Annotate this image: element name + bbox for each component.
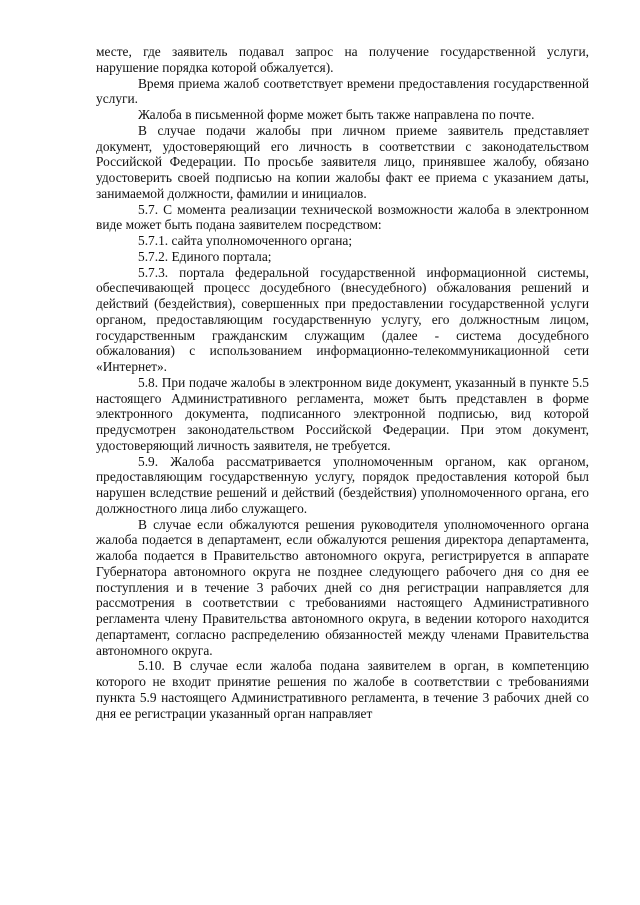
paragraph-5-10: 5.10. В случае если жалоба подана заявителем в орган, в компетенцию которого не входит принятие решения по жалобе в соответствии с требованиями пункта 5.9 настоящего Административного регламента, в течение 3 рабочих дней со дня ее регистрации указанный орган направляет xyxy=(96,658,589,721)
paragraph-5-7: 5.7. С момента реализации технической возможности жалоба в электронном виде может быть подана заявителем посредством: xyxy=(96,201,589,233)
paragraph-5-7-1: 5.7.1. сайта уполномоченного органа; xyxy=(138,233,353,248)
paragraph-5-9: 5.9. Жалоба рассматривается уполномоченным органом, как органом, предоставляющим государственную услугу, порядок предоставления которой был нарушен вследствие решений и действий (бездействия) уполномоченного органа, его должностного лица либо служащего. xyxy=(96,453,589,516)
paragraph-5-7-3: 5.7.3. портала федеральной государственной информационной системы, обеспечивающей процесс досудебного (внесудебного) обжалования решений и действий (бездействия), совершенных при предоставлении государственной услуги органом, предоставляющим государственную услугу, его должностным лицом, государственным гражданским служащим (далее - система досудебного обжалования) с использованием информационно-телекоммуникационной сети «Интернет». xyxy=(96,264,589,374)
paragraph-5-9-appeal: В случае если обжалуются решения руководителя уполномоченного органа жалоба подается в департамент, если обжалуются решения директора департамента, жалоба подается в Правительство автономного округа, регистрируется в аппарате Губернатора автономного округа не позднее следующего рабочего дня со дня ее поступления и в течение 3 рабочих дней со дня регистрации направляется для рассмотрения в соответствии с требованиями настоящего Административного регламента члену Правительства автономного округа, в ведении которого находится департамент, согласно распределению обязанностей между членами Правительства автономного округа. xyxy=(96,516,589,658)
paragraph-5-8: 5.8. При подаче жалобы в электронном виде документ, указанный в пункте 5.5 настоящего Административного регламента, может быть представлен в форме электронного документа, подписанного электронной подписью, вид которой предусмотрен законодательством Российской Федерации. При этом документ, удостоверяющий личность заявителя, не требуется. xyxy=(96,374,589,453)
paragraph-3: Жалоба в письменной форме может быть также направлена по почте. xyxy=(138,107,535,122)
paragraph-2: Время приема жалоб соответствует времени предоставления государственной услуги. xyxy=(96,75,589,107)
document-page xyxy=(96,44,589,721)
paragraph-4: В случае подачи жалобы при личном приеме заявитель представляет документ, удостоверяющий его личность в соответствии с законодательством Российской Федерации. По просьбе заявителя лицо, принявшее жалобу, обязано удостоверить своей подписью на копии жалобы факт ее приема с указанием даты, занимаемой должности, фамилии и инициалов. xyxy=(96,122,589,201)
paragraph-5-7-2: 5.7.2. Единого портала; xyxy=(138,248,272,264)
paragraph-1: месте, где заявитель подавал запрос на получение государственной услуги, нарушение порядка которой обжалуется). xyxy=(96,44,589,75)
